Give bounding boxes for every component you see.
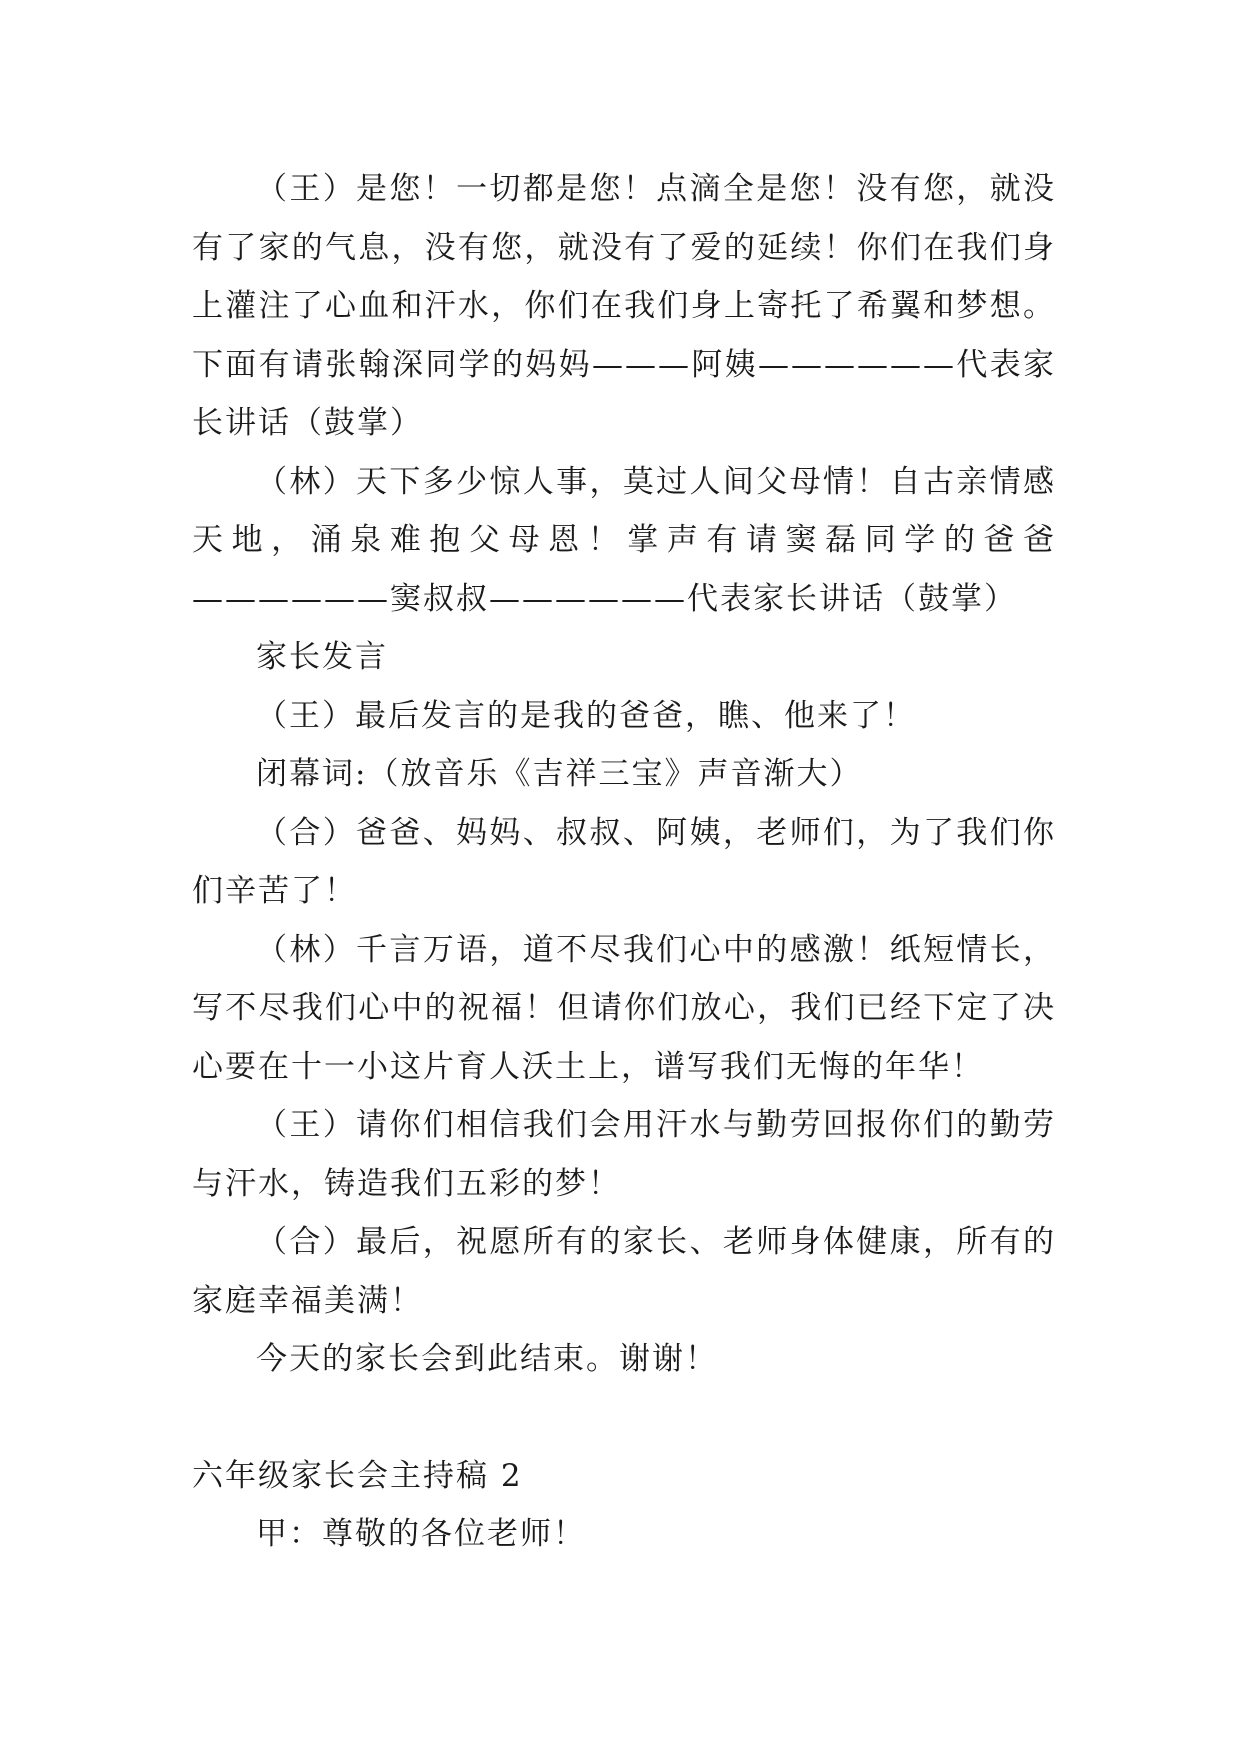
- paragraph-together-1: （合）爸爸、妈妈、叔叔、阿姨，老师们，为了我们你们辛苦了！: [192, 814, 1056, 909]
- paragraph-closing-words: 闭幕词:（放音乐《吉祥三宝》声音渐大）: [256, 756, 863, 792]
- paragraph-wang-3: （王）请你们相信我们会用汗水与勤劳回报你们的勤劳与汗水，铸造我们五彩的梦！: [192, 1107, 1056, 1202]
- paragraph-wang-1: （王）是您！一切都是您！点滴全是您！没有您，就没有了家的气息，没有您，就没有了爱的延续！你们在我们身上灌注了心血和汗水，你们在我们身上寄托了希翼和梦想。下面有请张翰深同学的妈妈———阿姨——————代表家长讲话（鼓掌）: [192, 171, 1056, 441]
- paragraph-ending: 今天的家长会到此结束。谢谢！: [256, 1341, 718, 1377]
- paragraph-wang-2: （王）最后发言的是我的爸爸，瞧、他来了！: [256, 697, 916, 734]
- section-title: 六年级家长会主持稿 2: [192, 1457, 523, 1494]
- paragraph-together-2: （合）最后，祝愿所有的家长、老师身体健康，所有的家庭幸福美满！: [192, 1224, 1056, 1319]
- paragraph-parent-speech: 家长发言: [256, 639, 388, 675]
- section-spacer: [192, 1389, 1056, 1447]
- paragraph-lin-2: （林）千言万语，道不尽我们心中的感激！纸短情长，写不尽我们心中的祝福！但请你们放心，我们已经下定了决心要在十一小这片育人沃土上，谱写我们无悔的年华！: [192, 931, 1056, 1085]
- document-page: [192, 160, 1056, 1564]
- section-first-line: 甲：尊敬的各位老师！: [256, 1516, 586, 1552]
- paragraph-lin-1: （林）天下多少惊人事，莫过人间父母情！自古亲情感天地，涌泉难抱父母恩！掌声有请窦磊同学的爸爸——————窦叔叔——————代表家长讲话（鼓掌）: [192, 463, 1056, 617]
